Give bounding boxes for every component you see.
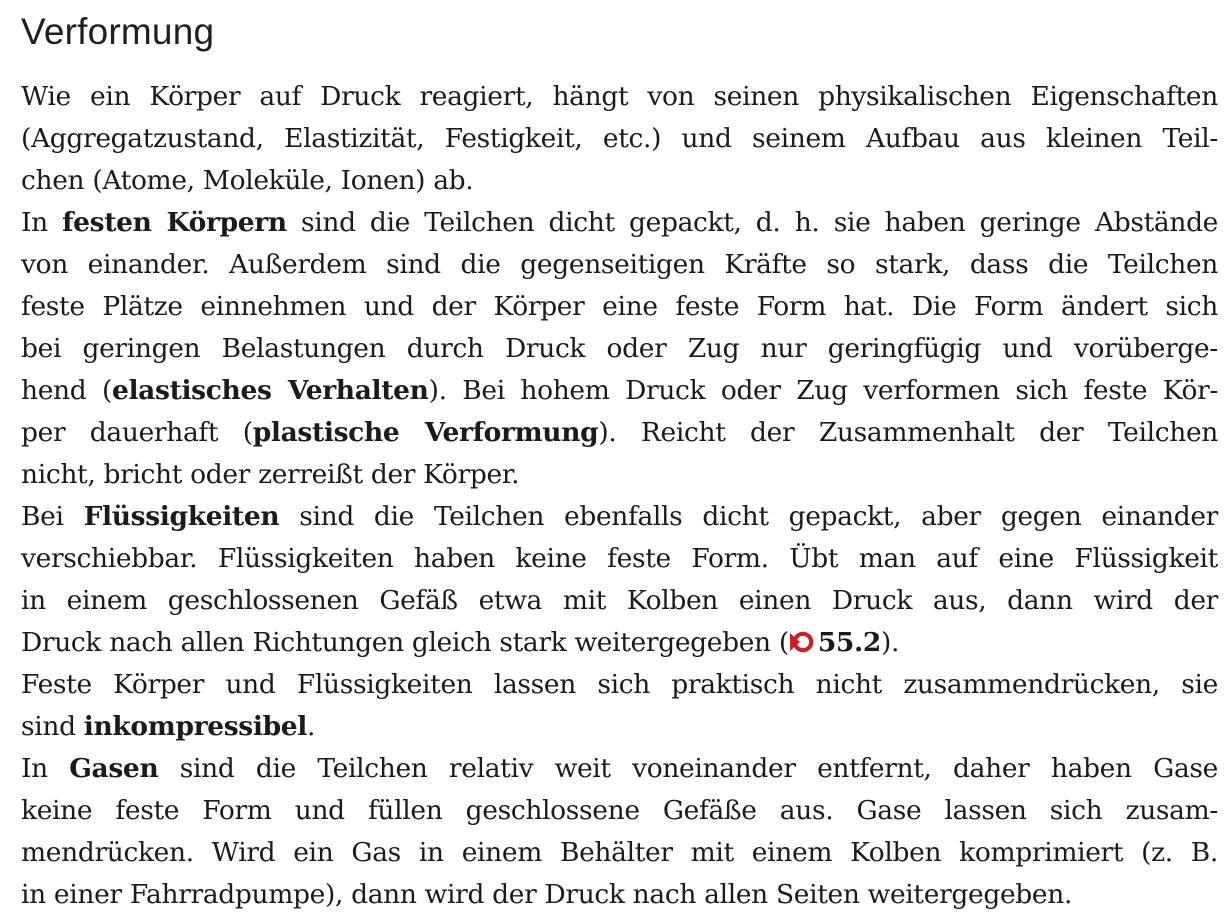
text-span: In [21, 207, 63, 238]
paragraph [21, 202, 1218, 496]
text-span: Bei [21, 501, 84, 532]
text-span: sind die Teilchen dicht gepackt, d. h. sie haben geringe Abstände [286, 207, 1219, 238]
text-line [21, 664, 1218, 706]
text-span: Wie ein Körper auf Druck reagiert, hängt von seinen physikalischen Eigenschaften [21, 81, 1218, 112]
text-line [21, 202, 1218, 244]
text-span: chen (Atome, Moleküle, Ionen) ab. [21, 165, 474, 196]
text-line [21, 412, 1218, 454]
text-span: feste Plätze einnehmen und der Körper eine feste Form hat. Die Form ändert sich [21, 291, 1218, 322]
text-line [21, 790, 1218, 832]
text-span: ). [880, 627, 900, 658]
text-line [21, 370, 1218, 412]
text-span: von einander. Außerdem sind die gegenseitigen Kräfte so stark, dass die Teilchen [21, 249, 1218, 280]
text-line [21, 538, 1218, 580]
text-line [21, 706, 1218, 748]
text-span: (Aggregatzustand, Elastizität, Festigkeit, etc.) und seinem Aufbau aus kleinen Teil- [21, 123, 1218, 154]
paragraph [21, 496, 1218, 664]
bold-term: Flüssigkeiten [83, 501, 280, 532]
text-span: . [307, 711, 316, 742]
text-span: in einem geschlossenen Gefäß etwa mit Kolben einen Druck aus, dann wird der [21, 585, 1218, 616]
document-page [21, 0, 1218, 916]
text-span: verschiebbar. Flüssigkeiten haben keine feste Form. Übt man auf eine Flüssigkeit [21, 543, 1218, 574]
paragraph [21, 76, 1218, 202]
text-line [21, 874, 1218, 916]
text-span: Feste Körper und Flüssigkeiten lassen sich praktisch nicht zusammendrücken, sie [21, 669, 1218, 700]
text-line [21, 454, 1218, 496]
text-line [21, 244, 1218, 286]
text-span: per dauerhaft ( [21, 417, 253, 448]
text-span: mendrücken. Wird ein Gas in einem Behälter mit einem Kolben komprimiert (z. B. [21, 837, 1218, 868]
text-line [21, 118, 1218, 160]
page-title: Verformung [21, 11, 215, 52]
text-span: sind die Teilchen ebenfalls dicht gepackt, aber gegen einander [279, 501, 1219, 532]
text-span: Druck nach allen Richtungen gleich stark weitergegeben ( [21, 627, 789, 658]
bold-term: Gasen [69, 753, 159, 784]
text-line [21, 160, 1218, 202]
bold-term: plastische Verformung [252, 417, 599, 448]
text-span: ). Reicht der Zusammenhalt der Teilchen [598, 417, 1218, 448]
text-line [21, 496, 1218, 538]
text-span: bei geringen Belastungen durch Druck oder Zug nur geringfügig und vorüberge- [21, 333, 1218, 364]
text-line [21, 286, 1218, 328]
text-line [21, 580, 1218, 622]
body-text [21, 76, 1218, 916]
bold-term: elastisches Verhalten [111, 375, 429, 406]
figure-reference[interactable]: 55.2 [817, 627, 881, 658]
text-span: sind [21, 711, 84, 742]
bold-term: festen Körpern [62, 207, 287, 238]
text-span: sind die Teilchen relativ weit voneinander entfernt, daher haben Gase [158, 753, 1218, 784]
paragraph [21, 664, 1218, 748]
text-span: nicht, bricht oder zerreißt der Körper. [21, 459, 520, 490]
text-span: keine feste Form und füllen geschlossene Gefäße aus. Gase lassen sich zusam- [21, 795, 1218, 826]
text-line [21, 748, 1218, 790]
text-line [21, 328, 1218, 370]
bold-term: inkompressibel [83, 711, 308, 742]
text-span: in einer Fahrradpumpe), dann wird der Druck nach allen Seiten weitergegeben. [21, 879, 1073, 910]
text-line [21, 76, 1218, 118]
text-span: In [21, 753, 70, 784]
reference-arrow-icon[interactable] [789, 630, 815, 654]
text-span: hend ( [21, 375, 112, 406]
paragraph [21, 748, 1218, 916]
text-line [21, 622, 1218, 664]
text-line [21, 832, 1218, 874]
text-span: ). Bei hohem Druck oder Zug verformen sich feste Kör- [428, 375, 1218, 406]
